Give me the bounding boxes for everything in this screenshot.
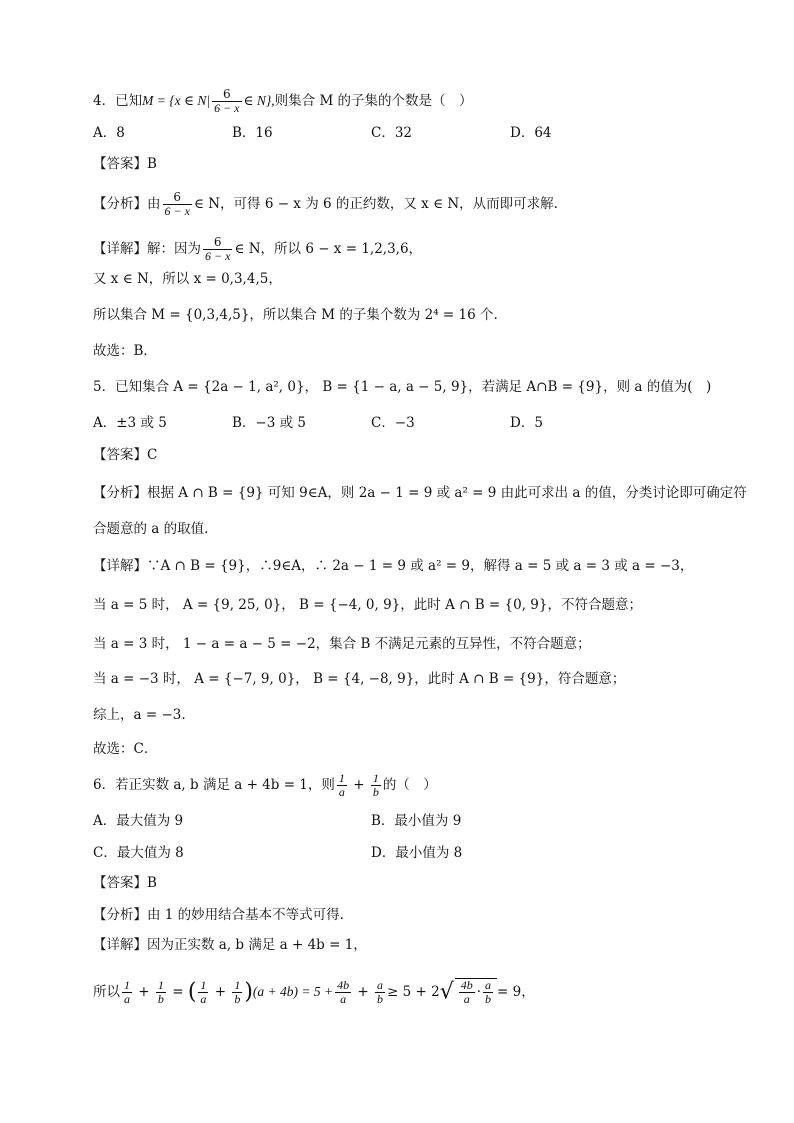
q4-stem-math: M = {x ∈ N|	[142, 93, 211, 108]
q4-frac-num: 6	[212, 88, 241, 102]
q6-stem-suffix: 的（ ）	[382, 777, 437, 793]
q6-sqrt-dot: ·	[476, 984, 482, 1000]
q6-paren-open: (	[187, 979, 197, 1005]
q6-analysis: 【分析】由 1 的妙用结合基本不等式可得.	[93, 907, 344, 923]
q6-frac-1b: $\frac{1}{b}$	[372, 771, 379, 799]
q4-detail-frac-num: 6	[203, 236, 232, 250]
q5-option-c: C．−3	[371, 415, 415, 431]
q6-detail2-suffix: = 9，	[497, 984, 535, 1000]
q6-frac-4b-a-sqrt: $\frac{4b}{a}$	[460, 978, 473, 1006]
q5-choice: 故选：C．	[93, 741, 158, 757]
q4-option-a: A．8	[93, 125, 125, 141]
q6-detail-plus-1: +	[134, 984, 154, 1000]
q5-option-d: D．5	[510, 415, 543, 431]
q6-plus: +	[348, 777, 369, 793]
q6-frac-a-b: $\frac{a}{b}$	[377, 978, 384, 1006]
q4-frac-den: 6 − x	[214, 101, 240, 115]
q6-detail-line-2	[93, 978, 535, 1006]
q6-detail2-mid: (a + 4b) = 5 +	[252, 984, 334, 999]
q4-analysis	[93, 191, 558, 218]
q6-frac-1a: $\frac{1}{a}$	[338, 771, 345, 799]
q5-detail-line-4: 当 a = −3 时， A = {−7, 9, 0}， B = {4, −8, 9}，此时 A ∩ B = {9}，符合题意；	[93, 671, 626, 687]
q4-answer: 【答案】B	[93, 156, 157, 172]
q5-analysis-line-2: 合题意的 a 的取值.	[93, 521, 209, 537]
q4-analysis-frac-den: 6 − x	[164, 204, 190, 218]
q4-stem-prefix: 4．已知	[93, 93, 143, 109]
q4-option-c: C．32	[371, 125, 413, 141]
q5-detail-line-3: 当 a = 3 时， 1 − a = a − 5 = −2，集合 B 不满足元素的互异性，不符合题意；	[93, 636, 591, 652]
q6-detail-plus-3: +	[353, 984, 374, 1000]
q4-stem	[93, 88, 473, 115]
q5-option-b: B．−3 或 5	[232, 415, 306, 431]
q4-stem-fraction	[212, 88, 241, 115]
q6-stem	[93, 772, 437, 799]
q6-answer: 【答案】B	[93, 875, 157, 891]
q6-frac-a-b-sqrt: $\frac{a}{b}$	[485, 978, 492, 1006]
q4-stem-math-tail: ∈ N},	[243, 93, 275, 108]
q6-option-b: B．最小值为 9	[371, 813, 462, 829]
q4-analysis-prefix: 【分析】由	[93, 196, 161, 212]
q4-detail-line-3: 所以集合 M = {0,3,4,5}，所以集合 M 的子集个数为 2⁴ = 16 个.	[93, 307, 498, 323]
q6-frac-4b-a: $\frac{4b}{a}$	[337, 978, 350, 1006]
q4-detail-suffix: ∈ N，所以 6 − x = 1,2,3,6，	[234, 241, 423, 257]
q4-option-d: D．64	[510, 125, 552, 141]
q5-detail-line-5: 综上，a = −3.	[93, 707, 186, 723]
q6-detail-line-1: 【详解】因为正实数 a, b 满足 a + 4b = 1，	[93, 937, 367, 953]
q6-detail-eq: =	[167, 984, 188, 1000]
q6-detail2-mid2: ≥ 5 + 2	[387, 984, 440, 1000]
q4-stem-suffix: 则集合 M 的子集的个数是（ ）	[274, 93, 473, 109]
q4-analysis-fraction	[163, 191, 192, 218]
q6-sqrt-body	[455, 978, 497, 1006]
q6-frac-1a-paren: $\frac{1}{a}$	[200, 978, 207, 1006]
q4-analysis-frac-num: 6	[163, 191, 192, 205]
q4-choice: 故选：B．	[93, 343, 157, 359]
q5-answer: 【答案】C	[93, 447, 158, 463]
q6-sqrt-sign: √	[439, 979, 454, 1005]
q6-option-c: C．最大值为 8	[93, 845, 184, 861]
q6-stem-prefix: 6．若正实数 a, b 满足 a + 4b = 1，则	[93, 777, 335, 793]
q5-option-a: A．±3 或 5	[93, 415, 167, 431]
q6-option-a: A．最大值为 9	[93, 813, 184, 829]
q6-frac-1b-paren: $\frac{1}{b}$	[234, 978, 241, 1006]
q5-detail-line-2: 当 a = 5 时， A = {9, 25, 0}， B = {−4, 0, 9}，此时 A ∩ B = {0, 9}，不符合题意；	[93, 597, 642, 613]
q4-detail-prefix: 【详解】解：因为	[93, 241, 201, 257]
q5-stem: 5．已知集合 A = {2a − 1, a², 0}， B = {1 − a, a − 5, 9}，若满足 A∩B = {9}，则 a 的值为( )	[93, 379, 712, 395]
q4-option-b: B．16	[232, 125, 273, 141]
q4-detail-frac-den: 6 − x	[205, 249, 231, 263]
q6-detail-plus-2: +	[210, 984, 231, 1000]
q4-analysis-suffix: ∈ N，可得 6 − x 为 6 的正约数，又 x ∈ N，从而即可求解.	[193, 196, 558, 212]
q4-detail-line-2: 又 x ∈ N，所以 x = 0,3,4,5，	[93, 271, 282, 287]
q5-detail-line-1: 【详解】∵A ∩ B = {9}，∴9∈A，∴ 2a − 1 = 9 或 a² = 9，解得 a = 5 或 a = 3 或 a = −3，	[93, 558, 694, 574]
q6-option-d: D．最小值为 8	[371, 845, 463, 861]
q6-detail2-prefix: 所以	[93, 984, 120, 1000]
q6-frac-1a-detail: $\frac{1}{a}$	[124, 978, 130, 1006]
q6-frac-1b-detail: $\frac{1}{b}$	[157, 978, 164, 1006]
q4-detail-line-1	[93, 236, 422, 263]
q4-detail-fraction	[203, 236, 232, 263]
q5-analysis-line-1: 【分析】根据 A ∩ B = {9} 可知 9∈A，则 2a − 1 = 9 或 a² = 9 由此可求出 a 的值，分类讨论即可确定符	[93, 485, 747, 501]
q6-paren-close: )	[244, 979, 253, 1005]
